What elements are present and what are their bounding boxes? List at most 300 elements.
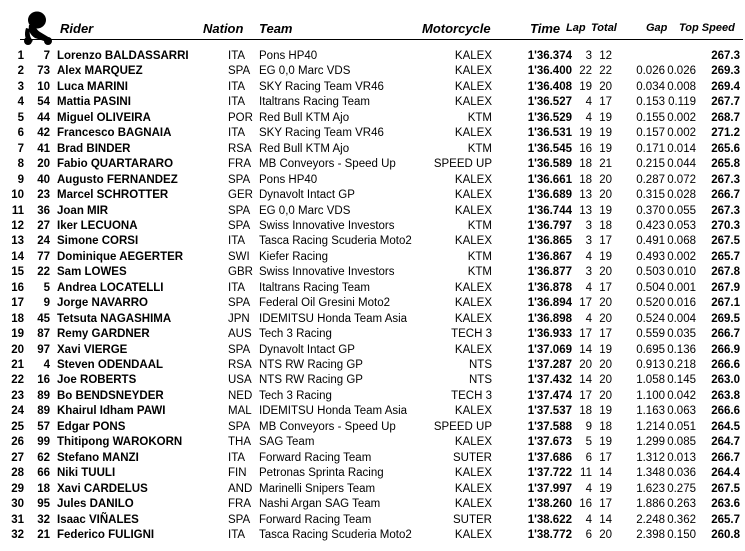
lap: 4 [585, 281, 592, 294]
lap-time: 1'36.865 [527, 235, 572, 248]
rider-number: 57 [37, 420, 50, 433]
position: 10 [11, 189, 24, 202]
gap-previous: 0.002 [667, 250, 696, 263]
lap: 16 [579, 498, 592, 511]
top-speed: 266.6 [711, 405, 740, 418]
nation: GBR [228, 266, 253, 279]
total-laps: 20 [599, 266, 612, 279]
gap-previous: 0.063 [667, 405, 696, 418]
table-row [0, 358, 745, 374]
lap: 13 [579, 204, 592, 217]
gap-first: 0.913 [636, 359, 665, 371]
team: Italtrans Racing Team [259, 281, 371, 294]
table-row [0, 497, 745, 513]
top-speed: 266.7 [711, 189, 740, 202]
nation: ITA [228, 235, 246, 248]
table-row [0, 528, 745, 544]
team: Tasca Racing Scuderia Moto2 [259, 528, 412, 541]
gap-first: 0.559 [636, 328, 665, 341]
total-laps: 21 [599, 158, 612, 171]
rider-name: Simone CORSI [57, 235, 139, 248]
position: 12 [11, 219, 24, 232]
nation: RSA [228, 142, 252, 155]
top-speed: 266.9 [711, 343, 740, 356]
top-speed: 267.5 [711, 235, 740, 248]
rider-name: Sam LOWES [57, 266, 127, 279]
total-laps: 17 [599, 328, 612, 341]
rider-name: Edgar PONS [57, 420, 126, 433]
lap: 4 [585, 482, 592, 495]
lap-time: 1'36.877 [527, 266, 572, 279]
rider-name: Jules DANILO [57, 498, 134, 511]
gap-first: 0.153 [636, 96, 665, 109]
lap: 4 [585, 96, 592, 109]
motorcycle: KALEX [454, 498, 492, 511]
total-laps: 17 [599, 235, 612, 248]
lap-time: 1'36.689 [527, 189, 572, 202]
lap-time: 1'37.588 [527, 420, 572, 433]
top-speed: 267.8 [711, 266, 740, 279]
table-row [0, 404, 745, 420]
rider-name: Alex MARQUEZ [57, 65, 143, 78]
rider-number: 62 [37, 451, 50, 464]
top-speed: 264.5 [711, 420, 740, 433]
lap-time: 1'37.686 [527, 451, 572, 464]
position: 26 [11, 436, 24, 449]
nation: SPA [228, 173, 251, 186]
top-speed: 267.1 [711, 297, 740, 310]
gap-first: 0.504 [636, 281, 665, 294]
team: NTS RW Racing GP [259, 374, 363, 387]
nation: ITA [228, 127, 246, 140]
position: 2 [17, 65, 24, 78]
lap: 18 [579, 173, 592, 186]
lap-time: 1'37.069 [527, 343, 572, 356]
lap-time: 1'36.894 [527, 297, 572, 310]
gap-first: 1.348 [636, 467, 665, 480]
motorcycle: TECH 3 [451, 389, 492, 402]
motorcycle: KTM [467, 219, 492, 232]
rider-number: 95 [37, 498, 50, 511]
gap-first: 2.398 [636, 528, 665, 541]
top-speed: 269.3 [711, 65, 740, 78]
rider-number: 41 [37, 142, 50, 155]
team: Petronas Sprinta Racing [259, 467, 384, 480]
rider-name: Joe ROBERTS [57, 374, 137, 387]
lap-time: 1'36.545 [527, 142, 572, 155]
team: IDEMITSU Honda Team Asia [259, 405, 408, 418]
nation: POR [228, 111, 253, 124]
top-speed: 266.7 [711, 328, 740, 341]
rider-name: Augusto FERNANDEZ [57, 173, 178, 186]
header-time: Time [530, 21, 561, 36]
total-laps: 19 [599, 482, 612, 495]
nation: SPA [228, 204, 251, 217]
team: SKY Racing Team VR46 [259, 127, 384, 140]
position: 5 [17, 111, 24, 124]
rider-name: Marcel SCHROTTER [57, 189, 169, 202]
rider-number: 40 [37, 173, 50, 186]
gap-previous: 0.004 [667, 312, 696, 325]
rider-number: 87 [37, 328, 50, 341]
total-laps: 18 [599, 420, 612, 433]
position: 29 [11, 482, 24, 495]
gap-first: 1.312 [636, 451, 665, 464]
motorcycle: SUTER [453, 451, 492, 464]
rider-number: 10 [37, 80, 50, 93]
team: Swiss Innovative Investors [259, 266, 395, 279]
position: 27 [11, 451, 24, 464]
team: Tasca Racing Scuderia Moto2 [259, 235, 412, 248]
gap-first: 1.623 [636, 482, 665, 495]
team: Forward Racing Team [259, 451, 372, 464]
header-lap: Lap [566, 22, 586, 34]
lap-time: 1'36.527 [527, 96, 572, 109]
lap: 6 [585, 528, 592, 541]
lap: 16 [579, 142, 592, 155]
lap-time: 1'36.933 [527, 328, 572, 341]
rider-name: Jorge NAVARRO [57, 297, 148, 310]
rider-number: 73 [37, 65, 50, 78]
nation: ITA [228, 528, 246, 541]
total-laps: 20 [599, 312, 612, 325]
gap-first: 0.215 [636, 158, 665, 171]
table-header [0, 0, 745, 42]
table-row [0, 126, 745, 142]
nation: SPA [228, 219, 251, 232]
team: Pons HP40 [259, 173, 318, 186]
total-laps: 20 [599, 297, 612, 310]
header-rider: Rider [60, 21, 94, 36]
motorcycle: KALEX [454, 312, 492, 325]
position: 9 [17, 173, 24, 186]
lap: 19 [579, 127, 592, 140]
team: MB Conveyors - Speed Up [259, 420, 396, 433]
nation: AND [228, 482, 253, 495]
lap-time: 1'37.997 [527, 482, 572, 495]
team: Marinelli Snipers Team [259, 482, 376, 495]
total-laps: 20 [599, 80, 612, 93]
rider-number: 5 [43, 281, 50, 294]
top-speed: 266.7 [711, 451, 740, 464]
header-team: Team [259, 21, 293, 36]
position: 21 [11, 359, 24, 371]
lap: 4 [585, 513, 592, 526]
gap-previous: 0.028 [667, 189, 696, 202]
rider-number: 99 [37, 436, 50, 449]
rider-number: 66 [37, 467, 50, 480]
nation: ITA [228, 96, 246, 109]
gap-first: 1.214 [636, 420, 665, 433]
gap-previous: 0.218 [667, 359, 696, 371]
nation: NED [228, 389, 253, 402]
total-laps: 14 [599, 513, 612, 526]
table-row [0, 111, 745, 127]
position: 23 [11, 389, 24, 402]
lap-time: 1'37.537 [527, 405, 572, 418]
rider-name: Xavi CARDELUS [57, 482, 148, 495]
gap-first: 0.695 [636, 343, 665, 356]
gap-first: 0.503 [636, 266, 665, 279]
total-laps: 22 [599, 65, 612, 78]
rider-name: Luca MARINI [57, 80, 128, 93]
rider-name: Andrea LOCATELLI [57, 281, 164, 294]
top-speed: 267.3 [711, 173, 740, 186]
rider-name: Isaac VIÑALES [57, 513, 139, 526]
table-row [0, 265, 745, 281]
gap-first: 0.171 [636, 142, 665, 155]
motorcycle: KALEX [454, 482, 492, 495]
total-laps: 20 [599, 374, 612, 387]
nation: AUS [228, 328, 252, 341]
top-speed: 260.8 [711, 528, 740, 541]
lap: 20 [579, 359, 592, 371]
rider-number: 42 [37, 127, 50, 140]
nation: SPA [228, 513, 251, 526]
team: Dynavolt Intact GP [259, 189, 355, 202]
position: 13 [11, 235, 24, 248]
position: 31 [11, 513, 24, 526]
table-row [0, 80, 745, 96]
position: 19 [11, 328, 24, 341]
lap: 13 [579, 189, 592, 202]
top-speed: 271.2 [711, 127, 740, 140]
lap-time: 1'37.673 [527, 436, 572, 449]
header-gap: Gap [646, 22, 668, 34]
table-row [0, 482, 745, 498]
gap-first: 0.493 [636, 250, 665, 263]
table-row [0, 95, 745, 111]
motorcycle: KALEX [454, 436, 492, 449]
top-speed: 265.8 [711, 158, 740, 171]
motorcycle: KALEX [454, 96, 492, 109]
motorcycle: KALEX [454, 80, 492, 93]
rider-number: 9 [43, 297, 50, 310]
lap-time: 1'36.589 [527, 158, 572, 171]
lap: 4 [585, 250, 592, 263]
rider-name: Bo BENDSNEYDER [57, 389, 164, 402]
gap-first: 1.886 [636, 498, 665, 511]
motorcycle: KALEX [454, 281, 492, 294]
position: 11 [11, 204, 24, 217]
rider-name: Fabio QUARTARARO [57, 158, 174, 171]
position: 28 [11, 467, 24, 480]
motorcycle: KALEX [454, 467, 492, 480]
lap-time: 1'36.374 [527, 50, 572, 62]
motorcycle: SPEED UP [433, 158, 492, 171]
total-laps: 18 [599, 219, 612, 232]
team: Federal Oil Gresini Moto2 [259, 297, 391, 310]
rider-number: 77 [37, 250, 50, 263]
table-row [0, 296, 745, 312]
nation: USA [228, 374, 252, 387]
team: MB Conveyors - Speed Up [259, 158, 396, 171]
rider-name: Remy GARDNER [57, 328, 150, 341]
position: 30 [11, 498, 24, 511]
gap-first: 1.299 [636, 436, 665, 449]
table-row [0, 234, 745, 250]
position: 14 [11, 250, 24, 263]
gap-previous: 0.119 [668, 96, 696, 109]
nation: JPN [228, 312, 250, 325]
rider-number: 16 [37, 374, 50, 387]
gap-first: 0.370 [636, 204, 665, 217]
rider-name: Tetsuta NAGASHIMA [57, 312, 172, 325]
lap: 17 [579, 328, 592, 341]
position: 7 [17, 142, 24, 155]
team: Italtrans Racing Team [259, 96, 371, 109]
total-laps: 17 [599, 281, 612, 294]
team: EG 0,0 Marc VDS [259, 65, 351, 78]
gap-previous: 0.001 [667, 281, 696, 294]
rider-number: 4 [43, 359, 50, 371]
table-row [0, 173, 745, 189]
table-row [0, 343, 745, 359]
rider-number: 24 [37, 235, 50, 248]
header-divider [20, 39, 743, 40]
motorcycle: KALEX [454, 127, 492, 140]
motorcycle: KTM [467, 250, 492, 263]
table-row [0, 142, 745, 158]
team: Forward Racing Team [259, 513, 372, 526]
rider-name: Federico FULIGNI [57, 528, 155, 541]
rider-number: 36 [37, 204, 50, 217]
total-laps: 17 [599, 498, 612, 511]
motorcycle: KALEX [454, 173, 492, 186]
top-speed: 265.6 [711, 142, 740, 155]
nation: SPA [228, 65, 251, 78]
rider-name: Steven ODENDAAL [57, 359, 164, 371]
lap-time: 1'36.744 [527, 204, 572, 217]
gap-first: 2.248 [636, 513, 665, 526]
motorcycle: KALEX [454, 343, 492, 356]
nation: ITA [228, 451, 246, 464]
top-speed: 263.6 [711, 498, 740, 511]
top-speed: 269.4 [711, 80, 740, 93]
lap-time: 1'37.474 [527, 389, 572, 402]
team: Dynavolt Intact GP [259, 343, 355, 356]
rider-number: 21 [37, 528, 50, 541]
nation: RSA [228, 359, 252, 371]
lap-time: 1'37.287 [527, 359, 572, 371]
top-speed: 266.6 [711, 359, 740, 371]
rider-name: Francesco BAGNAIA [57, 127, 172, 140]
gap-previous: 0.002 [667, 111, 696, 124]
gap-previous: 0.136 [667, 343, 696, 356]
lap: 14 [579, 374, 592, 387]
gap-previous: 0.008 [667, 80, 696, 93]
top-speed: 263.8 [711, 389, 740, 402]
rider-number: 7 [43, 50, 50, 62]
gap-first: 0.491 [636, 235, 665, 248]
motorcycle: SPEED UP [433, 420, 492, 433]
header-motorcycle: Motorcycle [422, 21, 491, 36]
gap-previous: 0.010 [667, 266, 696, 279]
rider-name: Khairul Idham PAWI [57, 405, 166, 418]
table-row [0, 513, 745, 529]
gap-previous: 0.051 [667, 420, 696, 433]
gap-previous: 0.014 [667, 142, 696, 155]
motorcycle: KALEX [454, 405, 492, 418]
table-row [0, 188, 745, 204]
gap-previous: 0.002 [667, 127, 696, 140]
lap: 3 [585, 50, 592, 62]
rider-number: 45 [37, 312, 50, 325]
team: Tech 3 Racing [259, 389, 332, 402]
lap: 4 [585, 111, 592, 124]
nation: MAL [228, 405, 252, 418]
motorcycle: KALEX [454, 297, 492, 310]
position: 16 [11, 281, 24, 294]
lap: 6 [585, 451, 592, 464]
table-row [0, 204, 745, 220]
position: 1 [17, 50, 24, 62]
rider-number: 89 [37, 389, 50, 402]
top-speed: 267.3 [711, 50, 740, 62]
gap-previous: 0.026 [667, 65, 696, 78]
nation: SWI [228, 250, 250, 263]
motorcycle: NTS [469, 359, 492, 371]
gap-first: 1.100 [636, 389, 665, 402]
rider-number: 22 [37, 266, 50, 279]
top-speed: 265.7 [711, 513, 740, 526]
team: SKY Racing Team VR46 [259, 80, 384, 93]
gap-previous: 0.053 [667, 219, 696, 232]
top-speed: 269.5 [711, 312, 740, 325]
rider-name: Xavi VIERGE [57, 343, 128, 356]
top-speed: 264.4 [711, 467, 740, 480]
table-row [0, 250, 745, 266]
team: Kiefer Racing [259, 250, 329, 263]
table-row [0, 157, 745, 173]
gap-first: 0.287 [636, 173, 665, 186]
motorcycle: KALEX [454, 189, 492, 202]
nation: ITA [228, 80, 246, 93]
total-laps: 20 [599, 189, 612, 202]
total-laps: 14 [599, 467, 612, 480]
team: Red Bull KTM Ajo [259, 142, 350, 155]
position: 8 [17, 158, 24, 171]
lap: 14 [579, 343, 592, 356]
team: EG 0,0 Marc VDS [259, 204, 351, 217]
gap-previous: 0.362 [667, 513, 696, 526]
gap-previous: 0.068 [667, 235, 696, 248]
gap-first: 0.155 [636, 111, 665, 124]
gap-previous: 0.013 [667, 451, 696, 464]
gap-first: 1.163 [636, 405, 665, 418]
top-speed: 267.5 [711, 482, 740, 495]
lap-time: 1'36.797 [527, 219, 572, 232]
motorcycle: SUTER [453, 513, 492, 526]
gap-previous: 0.036 [667, 467, 696, 480]
gap-first: 0.423 [636, 219, 665, 232]
nation: SPA [228, 343, 251, 356]
gap-first: 0.157 [636, 127, 665, 140]
gap-previous: 0.275 [667, 482, 696, 495]
total-laps: 20 [599, 173, 612, 186]
position: 22 [11, 374, 24, 387]
lap: 5 [585, 436, 592, 449]
total-laps: 17 [599, 451, 612, 464]
nation: ITA [228, 281, 246, 294]
rider-name: Mattia PASINI [57, 96, 131, 109]
motorcycle: TECH 3 [451, 328, 492, 341]
team: NTS RW Racing GP [259, 359, 363, 371]
motorcycle: KTM [467, 142, 492, 155]
motorcycle: KALEX [454, 204, 492, 217]
motorcycle: KALEX [454, 65, 492, 78]
position: 6 [17, 127, 24, 140]
